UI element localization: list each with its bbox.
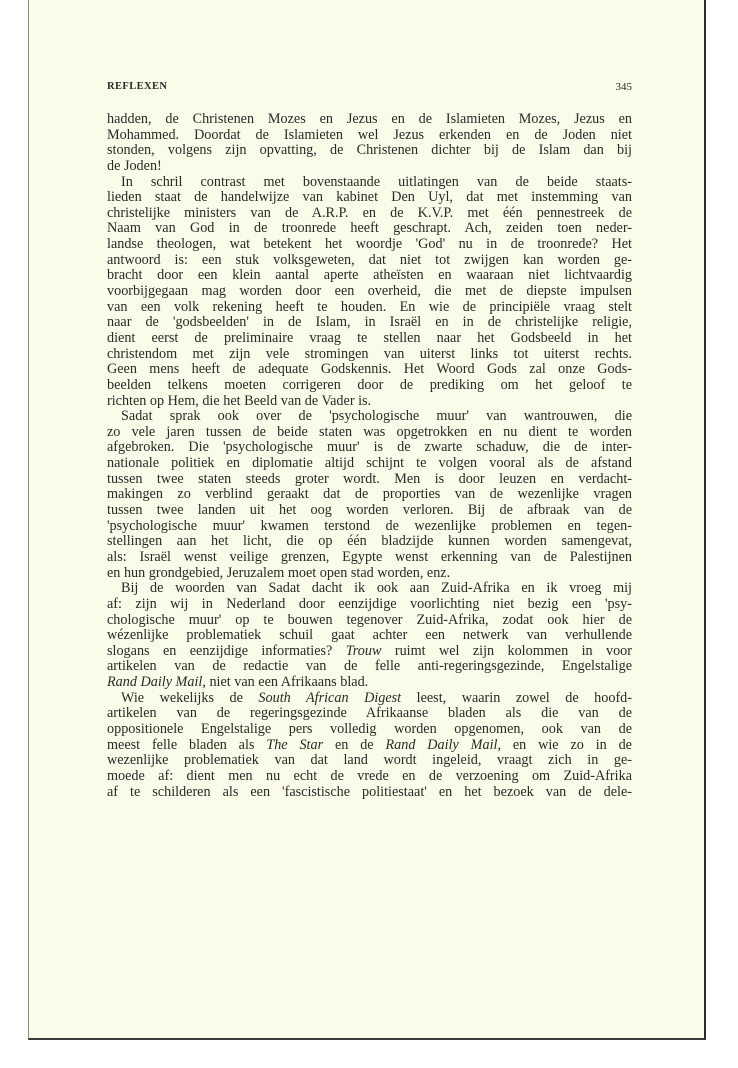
italic-title: Rand Daily Mail, (107, 674, 206, 691)
text-line (107, 206, 632, 222)
text-span: christendom met zijn vele stromingen van uiterst links tot uiterst rechts. (107, 345, 632, 362)
text-span: Bij de woorden van Sadat dacht ik ook aan Zuid-Afrika en ik vroeg mij (121, 580, 632, 597)
text-line (107, 362, 632, 378)
text-line (107, 456, 632, 472)
text-span: antwoord is: een stuk volksgeweten, dat niet tot zwijgen kan worden ge- (107, 251, 632, 268)
text-span: meest felle bladen als (107, 736, 267, 753)
text-line (107, 159, 632, 175)
text-span: lieden staat de handelwijze van kabinet Den Uyl, dat met instemming van (107, 189, 632, 206)
text-line (107, 409, 632, 425)
text-line (107, 237, 632, 253)
text-span: tussen twee staten steeds groter wordt. Men is door leuzen en verdacht- (107, 470, 632, 487)
text-span: Naam van God in de troonrede heeft geschrapt. Ach, zeiden toen neder- (107, 220, 632, 237)
text-span: richten op Hem, die het Beeld van de Vader is. (107, 392, 372, 409)
text-line (107, 425, 632, 441)
text-span: voorbijgegaan mag worden door een overheid, die met de diepste impulsen (107, 283, 632, 300)
text-span: wezenlijke problematiek van dat land wordt ingeleid, vraagt zich in ge- (107, 752, 632, 769)
text-line (107, 300, 632, 316)
text-span: ruimt wel zijn kolommen in voor (381, 642, 632, 659)
text-line (107, 581, 632, 597)
text-span: stonden, volgens zijn opvatting, de Christenen dichter bij de Islam dan bij (107, 142, 632, 159)
text-line (107, 691, 632, 707)
text-line (107, 769, 632, 785)
text-span: af: zijn wij in Nederland door eenzijdige voorlichting niet bezig een 'psy- (107, 595, 632, 612)
text-span: hadden, de Christenen Mozes en Jezus en de Islamieten Mozes, Jezus en (107, 111, 632, 127)
text-line (107, 519, 632, 535)
text-line (107, 440, 632, 456)
text-span: 'psychologische muur' kwamen terstond de wezenlijke problemen en tegen- (107, 517, 632, 534)
text-span: leest, waarin zowel de hoofd- (401, 689, 632, 706)
text-line (107, 221, 632, 237)
text-line (107, 566, 632, 582)
text-span: landse theologen, wat betekent het woordje 'God' nu in de troonrede? Het (107, 236, 632, 253)
text-span: oppositionele Engelstalige pers volledig worden opgenomen, ook van de (107, 720, 632, 737)
text-line (107, 331, 632, 347)
text-span: beelden telkens moeten corrigeren door de prediking om het geloof te (107, 376, 632, 393)
text-line (107, 284, 632, 300)
text-line (107, 785, 632, 801)
text-span: nationale politiek en diplomatie altijd schijnt te volgen vooral als de afstand (107, 455, 632, 472)
text-line (107, 253, 632, 269)
text-span: als: Israël wenst veilige grenzen, Egypte wenst erkenning van de Palestijnen (107, 548, 632, 565)
italic-title: The Star (266, 736, 324, 753)
text-line (107, 112, 632, 128)
running-title: REFLEXEN (107, 81, 168, 92)
text-line (107, 597, 632, 613)
text-span: naar de 'godsbeelden' in de Islam, in Israël en in de christelijke religie, (107, 314, 632, 331)
text-line (107, 706, 632, 722)
text-line (107, 315, 632, 331)
text-line (107, 722, 632, 738)
page-number: 345 (615, 81, 632, 93)
text-line (107, 394, 632, 410)
italic-title: Trouw (345, 642, 382, 659)
text-line (107, 143, 632, 159)
text-line (107, 128, 632, 144)
text-span: slogans en eenzijdige informaties? (107, 642, 346, 659)
text-span: wézenlijke problematiek schuil gaat achter een netwerk van verhullende (107, 627, 632, 644)
text-span: chologische muur' op te bouwen tegenover Zuid-Afrika, zodat ook hier de (107, 611, 632, 628)
text-span: en wie zo in de (501, 736, 632, 753)
text-line (107, 175, 632, 191)
running-header (107, 81, 632, 95)
text-line (107, 347, 632, 363)
text-span: niet van een Afrikaans blad. (205, 674, 369, 691)
text-line (107, 487, 632, 503)
text-span: af te schilderen als een 'fascistische politiestaat' en het bezoek van de dele- (107, 783, 632, 800)
italic-title: South African Digest (258, 689, 402, 706)
text-span: bracht door een klein aantal aperte atheïsten en waaraan niet lichtvaardig (107, 267, 632, 284)
text-line (107, 738, 632, 754)
text-line (107, 268, 632, 284)
text-span: Wie wekelijks de (121, 689, 259, 706)
text-span: Mohammed. Doordat de Islamieten wel Jezus erkenden en de Joden niet (107, 126, 632, 143)
text-line (107, 378, 632, 394)
text-span: de Joden! (107, 157, 162, 174)
text-span: tussen twee landen uit het oog worden verloren. Bij de afbraak van de (107, 502, 632, 519)
text-span: afgebroken. Die 'psychologische muur' is de zwarte schaduw, die de inter- (107, 439, 632, 456)
text-line (107, 753, 632, 769)
text-span: en de (323, 736, 386, 753)
body-text (107, 112, 632, 800)
text-line (107, 550, 632, 566)
text-span: moede af: dient men nu echt de vrede en de verzoening om Zuid-Afrika (107, 767, 632, 784)
text-span: zo vele jaren tussen de beide staten was opgetrokken en nu dient te worden (107, 423, 632, 440)
text-span: Sadat sprak ook over de 'psychologische muur' van wantrouwen, die (121, 408, 632, 425)
text-span: artikelen van de regeringsgezinde Afrikaanse bladen als die van de (107, 705, 632, 722)
text-line (107, 503, 632, 519)
text-line (107, 472, 632, 488)
text-span: makingen zo verblind geraakt dat de proporties van de wezenlijke vragen (107, 486, 632, 503)
text-span: artikelen van de redactie van de felle anti-regeringsgezinde, Engelstalige (107, 658, 632, 675)
text-line (107, 675, 632, 691)
text-line (107, 644, 632, 660)
text-line (107, 628, 632, 644)
italic-title: Rand Daily Mail, (385, 736, 501, 753)
text-span: Geen mens heeft de adequate Godskennis. Het Woord Gods zal onze Gods- (107, 361, 632, 378)
text-span: In schril contrast met bovenstaande uitlatingen van de beide staats- (121, 173, 632, 190)
text-line (107, 190, 632, 206)
text-span: christelijke ministers van de A.R.P. en de K.V.P. met één pennestreek de (107, 204, 632, 221)
text-span: stellingen aan het licht, die op één bladzijde kunnen worden samengevat, (107, 533, 632, 550)
text-span: dient eerst de preliminaire vraag te stellen naar het Godsbeeld in het (107, 329, 632, 346)
text-span: en hun grondgebied, Jeruzalem moet open stad worden, enz. (107, 564, 451, 581)
text-line (107, 659, 632, 675)
text-line (107, 613, 632, 629)
text-span: van een volk rekening heeft te houden. En wie de principiële vraag stelt (107, 298, 632, 315)
text-line (107, 534, 632, 550)
